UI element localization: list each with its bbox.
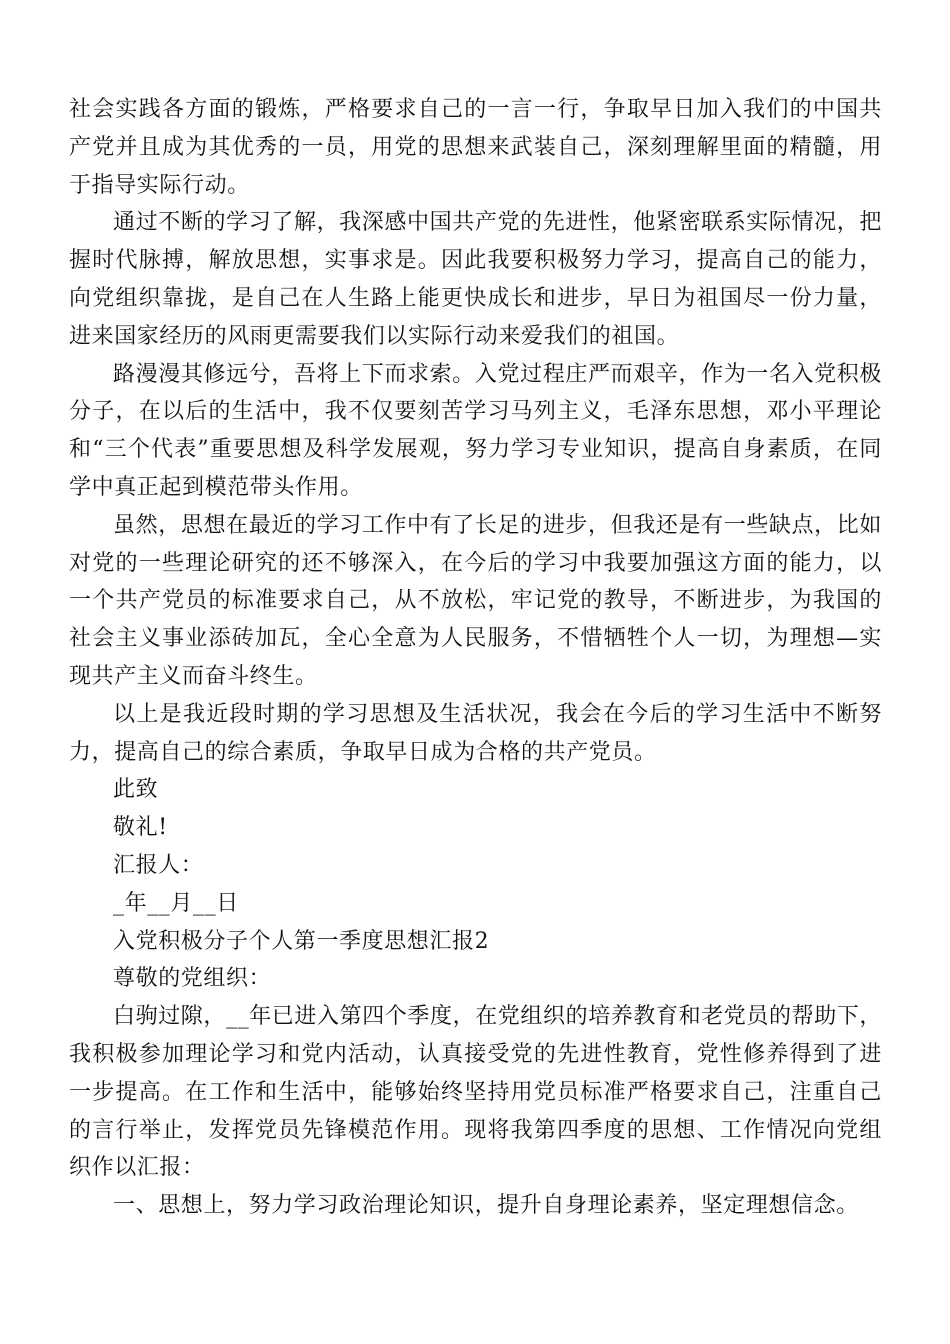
paragraph-ideology: 一、思想上，努力学习政治理论知识，提升自身理论素养，坚定理想信念。 <box>113 1193 859 1219</box>
greeting: 尊敬的党组织： <box>113 966 272 992</box>
report-date: _年__月__日 <box>113 890 239 916</box>
paragraph-summary: 以上是我近段时期的学习思想及生活状况，我会在今后的学习生活中不断努力，提高自己的综合素质，争取早日成为合格的共产党员。 <box>69 701 882 765</box>
paragraph-continuation: 社会实践各方面的锻炼，严格要求自己的一言一行，争取早日加入我们的中国共产党并且成为其优秀的一员，用党的思想来武装自己，深刻理解里面的精髓，用于指导实际行动。 <box>69 97 882 198</box>
section-title: 入党积极分子个人第一季度思想汇报2 <box>113 928 490 954</box>
paragraph-shortcomings: 虽然，思想在最近的学习工作中有了长足的进步，但我还是有一些缺点，比如对党的一些理论研究的还不够深入，在今后的学习中我要加强这方面的能力，以一个共产党员的标准要求自己，从不放松，牢记党的教导，不断进步，为我国的社会主义事业添砖加瓦，全心全意为人民服务，不惜牺牲个人一切，为理想—实现共产主义而奋斗终生。 <box>69 512 882 689</box>
paragraph-resolve: 路漫漫其修远兮，吾将上下而求索。入党过程庄严而艰辛，作为一名入党积极分子，在以后的生活中，我不仅要刻苦学习马列主义，毛泽东思想，邓小平理论和“三个代表”重要思想及科学发展观，努力学习专业知识，提高自身素质，在同学中真正起到模范带头作用。 <box>69 361 882 500</box>
paragraph-advancement: 通过不断的学习了解，我深感中国共产党的先进性，他紧密联系实际情况，把握时代脉搏，解放思想，实事求是。因此我要积极努力学习，提高自己的能力，向党组织靠拢，是自己在人生路上能更快成长和进步，早日为祖国尽一份力量，进来国家经历的风雨更需要我们以实际行动来爱我们的祖国。 <box>69 210 882 349</box>
closing-salutation-1: 此致 <box>113 777 159 803</box>
document-body <box>69 91 882 1225</box>
paragraph-report-intro: 白驹过隙，__年已进入第四个季度，在党组织的培养教育和老党员的帮助下，我积极参加理论学习和党内活动，认真接受党的先进性教育，党性修养得到了进一步提高。在工作和生活中，能够始终坚持用党员标准严格要求自己，注重自己的言行举止，发挥党员先锋模范作用。现将我第四季度的思想、工作情况向党组织作以汇报： <box>69 1004 883 1181</box>
reporter-label: 汇报人： <box>113 852 204 878</box>
closing-salutation-2: 敬礼! <box>113 815 168 841</box>
